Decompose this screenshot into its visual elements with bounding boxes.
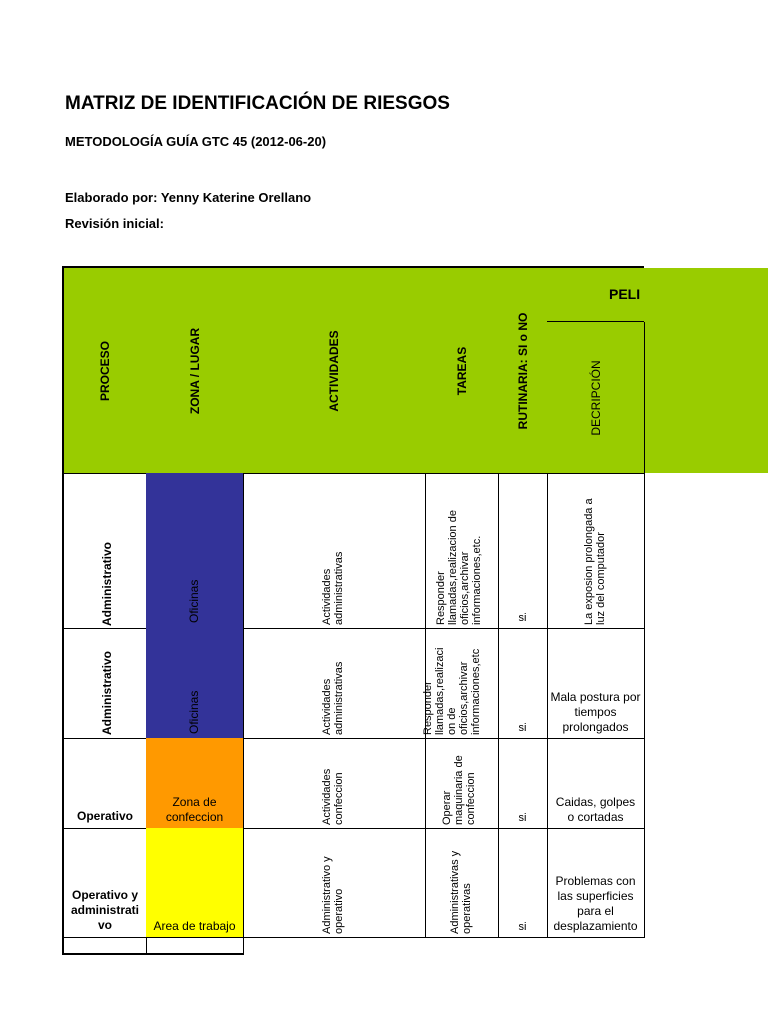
- row1-tareas-l1: Responder: [435, 571, 447, 625]
- row4-tareas-cell: [425, 828, 499, 938]
- row4-actividades-cell: [243, 828, 426, 938]
- row2-descripcion-cell: [547, 628, 645, 739]
- row1-tareas-cell: [425, 473, 499, 629]
- row1-tareas-l4: informaciones,etc.: [471, 535, 483, 625]
- row1-actividades-cell: [243, 473, 426, 629]
- row3-rutinaria: si: [518, 812, 527, 824]
- row4-rutinaria-cell: [498, 828, 548, 938]
- row2-tareas-l2: llamadas,realizaci: [434, 647, 446, 735]
- row1-tareas-l3: oficios,archivar: [459, 551, 471, 625]
- header-actividades: [243, 268, 426, 474]
- row3-tareas-l2: maquinaria de: [453, 755, 465, 825]
- row1-proceso-cell: [62, 473, 147, 629]
- row4-proceso-cell: [62, 828, 147, 938]
- row4-descripcion: Problemas con las superficies para el desplazamiento: [553, 874, 638, 933]
- author-line: Elaborado por: Yenny Katerine Orellano: [65, 190, 312, 205]
- empty-row-zona-cell: [146, 937, 244, 955]
- row1-zona-cell: [146, 473, 244, 629]
- row2-proceso: Administrativo: [100, 650, 114, 735]
- row2-rutinaria: si: [518, 722, 527, 734]
- header-rutinaria: [498, 268, 548, 474]
- header-tareas: [425, 268, 499, 474]
- row1-actividades-l2: administrativas: [333, 551, 345, 625]
- header-proceso-label: PROCESO: [98, 340, 112, 402]
- row3-tareas-cell: [425, 738, 499, 829]
- methodology-subtitle: METODOLOGÍA GUÍA GTC 45 (2012-06-20): [65, 134, 327, 149]
- row4-actividades-l2: operativo: [333, 888, 345, 934]
- header-zona: [146, 268, 244, 474]
- header-peligro: [547, 268, 644, 322]
- row3-tareas-l3: confeccion: [465, 772, 477, 825]
- row4-tareas-l2: operativas: [461, 883, 473, 934]
- row3-actividades-cell: [243, 738, 426, 829]
- row2-actividades-l2: administrativas: [333, 661, 345, 735]
- row4-rutinaria: si: [518, 921, 527, 933]
- row4-descripcion-cell: [547, 828, 645, 938]
- row4-proceso: Operativo y administrati vo: [70, 888, 139, 932]
- header-descripcion-label: DECRIPCIÓN: [588, 360, 603, 436]
- row2-zona-cell: [146, 628, 244, 739]
- row2-proceso-cell: [62, 628, 147, 739]
- row3-actividades-l2: confeccion: [333, 772, 345, 825]
- revision-line: Revisión inicial:: [65, 216, 164, 231]
- row3-actividades-l1: Actividades: [321, 768, 333, 825]
- row3-zona: Zona de confeccion: [165, 795, 224, 824]
- empty-row-proceso-cell: [62, 937, 147, 955]
- row4-zona-cell: [146, 828, 244, 938]
- header-rutinaria-label: RUTINARIA: SI o NO: [515, 312, 530, 430]
- row1-descripcion-l1: La exposion prolongada a: [583, 498, 595, 625]
- header-tareas-label: TAREAS: [454, 346, 469, 396]
- row2-tareas-l5: informaciones,etc: [470, 648, 482, 735]
- header-proceso: [62, 268, 147, 474]
- header-peligro-label: PELI: [609, 286, 641, 302]
- row2-descripcion: Mala postura por tiempos prolongados: [550, 690, 641, 734]
- row3-tareas-l1: Operar: [441, 790, 453, 825]
- row3-proceso: Operativo: [76, 809, 133, 823]
- header-zona-label: ZONA / LUGAR: [187, 327, 202, 415]
- row1-actividades-l1: Actividades: [321, 568, 333, 625]
- header-actividades-label: ACTIVIDADES: [327, 330, 341, 412]
- row4-tareas-l1: Administrativas y: [449, 850, 461, 934]
- row3-rutinaria-cell: [498, 738, 548, 829]
- page-title: MATRIZ DE IDENTIFICACIÓN DE RIESGOS: [65, 93, 450, 114]
- row4-actividades-l1: Administrativo y: [321, 856, 333, 934]
- row4-zona: Area de trabajo: [153, 919, 236, 933]
- row2-tareas-l1: Responder: [422, 681, 434, 735]
- row2-tareas-cell: [422, 628, 499, 739]
- row2-rutinaria-cell: [498, 628, 548, 739]
- row2-actividades-cell: [243, 628, 426, 739]
- header-descripcion: [547, 322, 645, 474]
- row1-rutinaria-cell: [498, 473, 548, 629]
- row1-descripcion-l2: luz del computador: [595, 532, 607, 625]
- row3-proceso-cell: [62, 738, 147, 829]
- row3-descripcion-cell: [547, 738, 645, 829]
- row3-descripcion: Caidas, golpes o cortadas: [555, 795, 636, 824]
- row1-proceso: Administrativo: [100, 541, 114, 626]
- row1-zona: Oficinas: [187, 579, 201, 623]
- row2-tareas-l3: on de: [446, 707, 458, 735]
- row1-tareas-l2: llamadas,realizacion de: [447, 510, 459, 625]
- row2-actividades-l1: Actividades: [321, 678, 333, 735]
- row2-zona: Oficinas: [187, 690, 201, 734]
- row1-rutinaria: si: [518, 612, 527, 624]
- row1-descripcion-cell: [547, 473, 645, 629]
- row2-tareas-l4: oficios,archivar: [458, 661, 470, 735]
- row3-zona-cell: [146, 738, 244, 829]
